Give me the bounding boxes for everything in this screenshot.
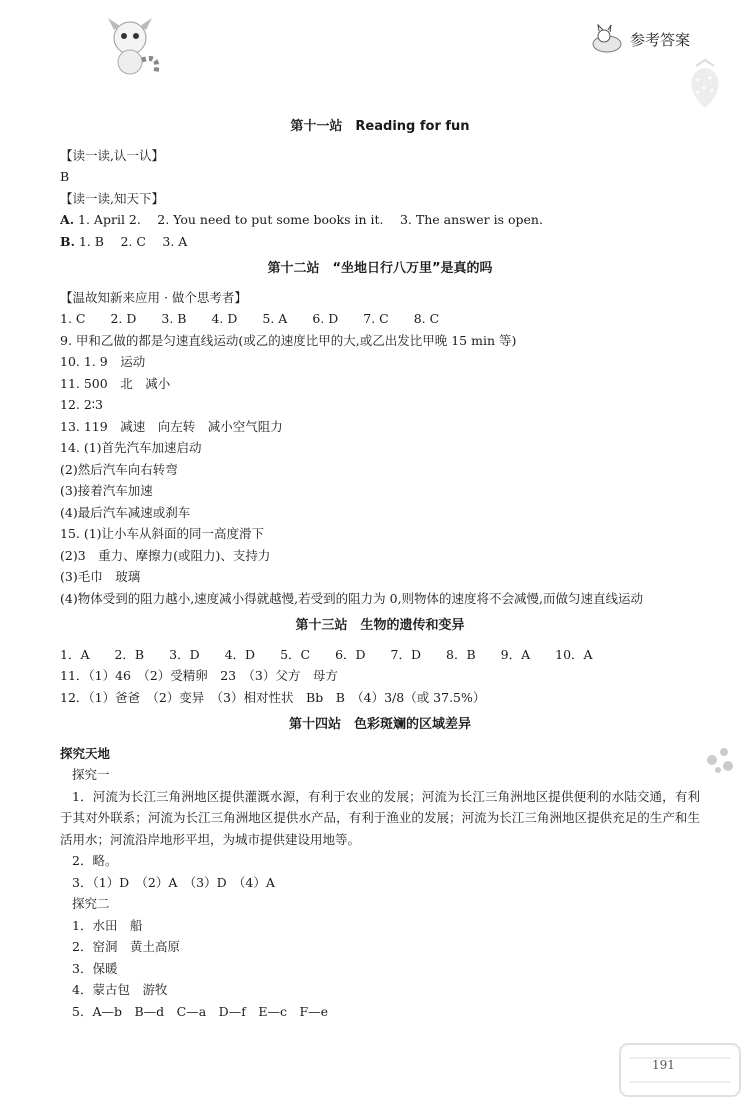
section-title: 第十一站 Reading for fun xyxy=(290,119,470,134)
question-heading: 【温故知新来应用 · 做个思考者】 xyxy=(60,289,247,305)
answer-line: 1．水田 船 xyxy=(72,917,143,933)
section-13 xyxy=(60,615,700,708)
question-heading: 【读一读,认一认】 xyxy=(60,147,164,163)
cat-logo-icon xyxy=(590,22,624,56)
answer-line: (3)接着汽车加速 xyxy=(60,483,153,498)
section-11 xyxy=(60,116,700,252)
answer-line: 13. 119 减速 向左转 减小空气阻力 xyxy=(60,418,283,434)
section-title: 第十四站 色彩斑斓的区域差异 xyxy=(288,717,471,732)
answer-line: 12．（1）爸爸 （2）变异 （3）相对性状 Bb B （4）3/8（或 37.5%） xyxy=(60,689,486,705)
answer-line: 3．保暖 xyxy=(72,960,118,976)
answer-line: (2)然后汽车向右转弯 xyxy=(60,461,178,477)
answer-line: 1．A 2．B 3．D 4．D 5．C 6．D 7．D 8．B 9．A 10．A xyxy=(60,646,593,662)
answer-line: 4．蒙古包 游牧 xyxy=(72,982,168,997)
part-label: B. xyxy=(60,233,75,249)
answer-paragraph: 1．河流为长江三角洲地区提供灌溉水源，有利于农业的发展；河流为长江三角洲地区提供便利的水陆交通，有利于其对外联系；河流为长江三角洲地区提供水产品，有利于渔业的发展；河流为长江三角洲地区提供充足的生产和生活用水；河流沿岸地形平坦，为城市提供建设用地等。 xyxy=(60,788,700,847)
explore-label: 探究二 xyxy=(72,896,110,911)
watermark-icon xyxy=(616,1038,744,1102)
header-label: 参考答案 xyxy=(629,30,690,49)
answer-line xyxy=(60,209,700,231)
subsection-heading: 探究天地 xyxy=(60,745,111,761)
answer-line: 2．略。 xyxy=(72,853,118,868)
answer-line: 15. (1)让小车从斜面的同一高度滑下 xyxy=(60,526,265,541)
answer-line: (3)毛巾 玻璃 xyxy=(60,569,141,584)
answer-line: 11. 500 北 减小 xyxy=(60,375,171,391)
answer-text: 1. B 2. C 3. A xyxy=(74,233,188,249)
answer-line: (2)3 重力、摩擦力(或阻力)、支持力 xyxy=(60,547,271,563)
answer-text: 1. April 2. 2. You need to put some books in it. 3. The answer is open. xyxy=(74,212,543,227)
answer-line: 9. 甲和乙做的都是匀速直线运动(或乙的速度比甲的大,或乙出发比甲晚 15 min 等) xyxy=(60,332,517,348)
answer-line: 1. C 2. D 3. B 4. D 5. A 6. D 7. C 8. C xyxy=(60,311,440,326)
answer-line: 2．窑洞 黄土高原 xyxy=(72,939,180,954)
question-heading: 【读一读,知天下】 xyxy=(60,190,164,206)
section-title: 第十二站 “坐地日行八万里”是真的吗 xyxy=(267,261,493,276)
explore-label: 探究一 xyxy=(72,767,110,782)
part-label: A. xyxy=(60,212,75,227)
section-14 xyxy=(60,714,700,1022)
answer-line: 12. 2∶3 xyxy=(60,397,104,412)
answer-line: 3．（1）D （2）A （3）D （4）A xyxy=(72,874,275,890)
answer-content xyxy=(60,110,700,1022)
page-number: 191 xyxy=(652,1058,675,1072)
answer-line: 5．A—b B—d C—a D—f E—c F—e xyxy=(72,1003,329,1019)
answer-line: 14. (1)首先汽车加速启动 xyxy=(60,440,202,455)
page-header xyxy=(590,22,690,56)
answer-line: B xyxy=(60,169,70,184)
strawberry-icon xyxy=(682,58,728,110)
flower-icon xyxy=(698,740,742,780)
section-12 xyxy=(60,258,700,609)
answer-paragraph: (4)物体受到的阻力越小,速度减小得就越慢,若受到的阻力为 0,则物体的速度将不会减慢,而做匀速直线运动 xyxy=(60,590,644,606)
raccoon-icon xyxy=(90,10,170,80)
answer-line: 10. 1. 9 运动 xyxy=(60,354,146,369)
answer-line: (4)最后汽车减速或刹车 xyxy=(60,504,191,520)
section-title: 第十三站 生物的遗传和变异 xyxy=(295,618,465,633)
answer-line: 11．（1）46 （2）受精卵 23 （3）父方 母方 xyxy=(60,668,338,683)
answer-line xyxy=(60,231,700,253)
